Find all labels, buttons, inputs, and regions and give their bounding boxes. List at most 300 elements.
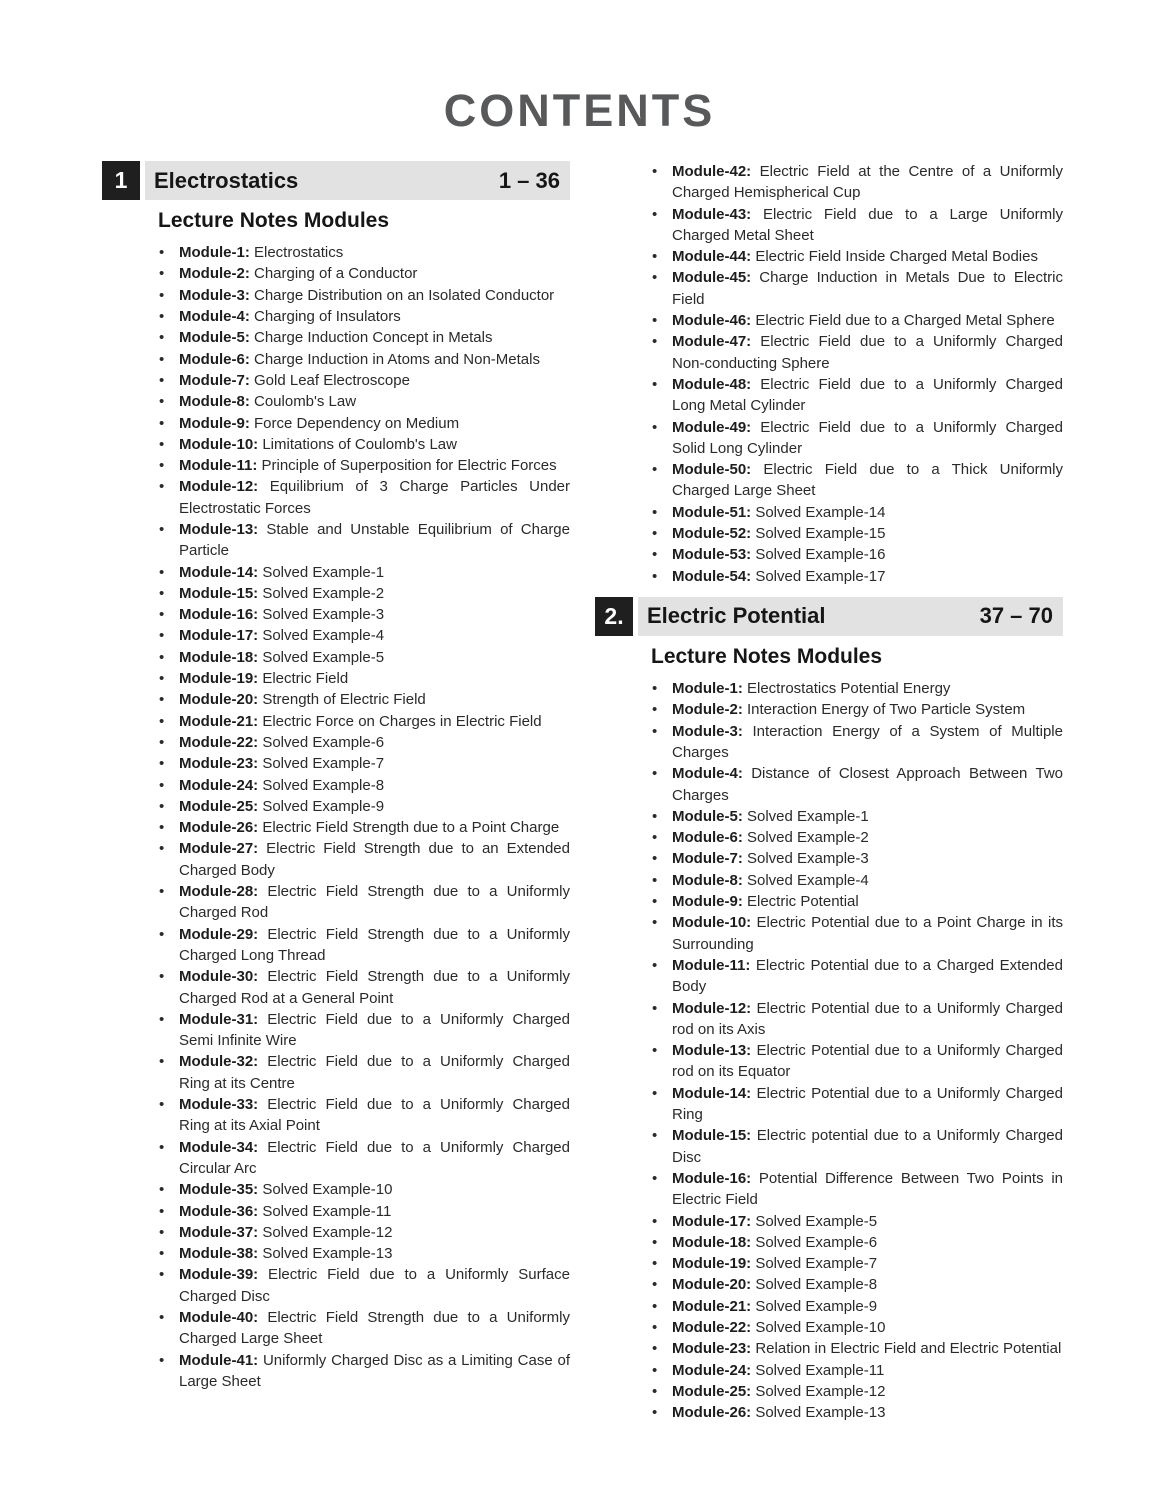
module-label: Module-25: (672, 1382, 752, 1400)
module-item (595, 848, 1063, 869)
module-label: Module-6: (179, 350, 250, 368)
module-item (595, 699, 1063, 720)
module-label: Module-37: (179, 1223, 259, 1241)
bullet-icon: • (159, 840, 165, 858)
module-entry: Module-3: Interaction Energy of a System of Multiple Charges (672, 722, 1063, 761)
module-item (102, 604, 570, 625)
module-label: Module-16: (672, 1169, 752, 1187)
module-item (102, 689, 570, 710)
module-entry: Module-7: Solved Example-3 (672, 850, 869, 868)
module-item (595, 1338, 1063, 1359)
module-item (595, 1274, 1063, 1295)
module-label: Module-5: (672, 807, 743, 825)
bullet-icon: • (652, 893, 658, 911)
module-label: Module-46: (672, 312, 752, 330)
module-entry: Module-8: Solved Example-4 (672, 871, 869, 889)
module-label: Module-23: (179, 755, 259, 773)
module-label: Module-32: (179, 1053, 259, 1071)
module-label: Module-24: (672, 1361, 752, 1379)
module-entry: Module-24: Solved Example-8 (179, 776, 385, 794)
module-item (595, 1083, 1063, 1126)
module-entry: Module-34: Electric Field due to a Uniformly Charged Circular Arc (179, 1138, 570, 1177)
module-item (102, 881, 570, 924)
module-label: Module-19: (179, 670, 259, 688)
module-label: Module-27: (179, 840, 259, 858)
module-item (595, 523, 1063, 544)
module-entry: Module-32: Electric Field due to a Uniformly Charged Ring at its Centre (179, 1053, 570, 1092)
module-item (102, 519, 570, 562)
module-label: Module-14: (672, 1084, 752, 1102)
module-label: Module-9: (672, 893, 743, 911)
module-label: Module-18: (672, 1233, 752, 1251)
module-label: Module-38: (179, 1245, 259, 1263)
module-label: Module-41: (179, 1351, 259, 1369)
module-item (595, 827, 1063, 848)
module-label: Module-14: (179, 563, 259, 581)
module-entry: Module-4: Distance of Closest Approach Between Two Charges (672, 765, 1063, 804)
bullet-icon: • (159, 563, 165, 581)
bullet-icon: • (652, 567, 658, 585)
module-item (102, 242, 570, 263)
module-entry: Module-25: Solved Example-9 (179, 797, 385, 815)
module-entry: Module-25: Solved Example-12 (672, 1382, 886, 1400)
module-entry: Module-5: Solved Example-1 (672, 807, 869, 825)
bullet-icon: • (159, 776, 165, 794)
section-1-subheading: Lecture Notes Modules (158, 209, 390, 232)
module-entry: Module-40: Electric Field Strength due to a Uniformly Charged Large Sheet (179, 1308, 570, 1348)
module-entry: Module-15: Electric potential due to a Uniformly Charged Disc (672, 1127, 1063, 1166)
module-label: Module-21: (672, 1297, 752, 1315)
module-entry: Module-26: Solved Example-13 (672, 1404, 886, 1422)
module-item (595, 998, 1063, 1041)
module-item (102, 966, 570, 1009)
module-label: Module-22: (179, 733, 259, 751)
module-label: Module-48: (672, 375, 752, 393)
module-label: Module-16: (179, 606, 259, 624)
module-item (102, 263, 570, 284)
module-item (595, 566, 1063, 587)
module-label: Module-11: (672, 956, 751, 974)
bullet-icon: • (652, 1361, 658, 1379)
module-entry: Module-10: Limitations of Coulomb's Law (179, 435, 457, 453)
bullet-icon: • (159, 350, 165, 368)
module-entry: Module-16: Potential Difference Between Two Points in Electric Field (672, 1169, 1063, 1209)
bullet-icon: • (652, 1297, 658, 1315)
bullet-icon: • (652, 1404, 658, 1422)
module-item (595, 310, 1063, 331)
module-entry: Module-11: Electric Potential due to a Charged Extended Body (672, 956, 1063, 996)
bullet-icon: • (159, 1245, 165, 1263)
module-label: Module-53: (672, 546, 752, 564)
module-label: Module-28: (179, 883, 259, 901)
module-entry: Module-19: Solved Example-7 (672, 1255, 878, 1273)
module-label: Module-50: (672, 461, 752, 479)
bullet-icon: • (159, 435, 165, 453)
section-2-header (595, 597, 1063, 636)
module-item (595, 1402, 1063, 1423)
module-entry: Module-2: Interaction Energy of Two Particle System (672, 701, 1026, 719)
module-label: Module-40: (179, 1308, 259, 1326)
bullet-icon: • (652, 1212, 658, 1230)
bullet-icon: • (652, 333, 658, 351)
bullet-icon: • (159, 925, 165, 943)
module-entry: Module-23: Relation in Electric Field and Electric Potential (672, 1340, 1062, 1358)
module-entry: Module-52: Solved Example-15 (672, 525, 886, 543)
module-entry: Module-23: Solved Example-7 (179, 755, 385, 773)
module-label: Module-8: (672, 871, 743, 889)
module-label: Module-20: (672, 1276, 752, 1294)
module-item (102, 625, 570, 646)
section-2-module-list (595, 678, 1063, 1423)
module-item (595, 1360, 1063, 1381)
module-entry: Module-18: Solved Example-5 (179, 648, 385, 666)
module-entry: Module-41: Uniformly Charged Disc as a Limiting Case of Large Sheet (179, 1351, 570, 1390)
bullet-icon: • (159, 755, 165, 773)
module-item (102, 476, 570, 519)
bullet-icon: • (159, 584, 165, 602)
module-entry: Module-3: Charge Distribution on an Isolated Conductor (179, 286, 555, 304)
bullet-icon: • (652, 1169, 658, 1187)
module-entry: Module-7: Gold Leaf Electroscope (179, 371, 410, 389)
bullet-icon: • (652, 375, 658, 393)
module-label: Module-36: (179, 1202, 259, 1220)
module-item (595, 267, 1063, 310)
bullet-icon: • (159, 393, 165, 411)
module-item (595, 544, 1063, 565)
module-entry: Module-16: Solved Example-3 (179, 606, 385, 624)
module-entry: Module-6: Charge Induction in Atoms and Non-Metals (179, 350, 540, 368)
module-label: Module-52: (672, 525, 752, 543)
bullet-icon: • (652, 871, 658, 889)
module-item (595, 891, 1063, 912)
module-entry: Module-54: Solved Example-17 (672, 567, 886, 585)
bullet-icon: • (159, 521, 165, 538)
module-label: Module-22: (672, 1318, 752, 1336)
module-item (102, 1350, 570, 1393)
module-item (595, 161, 1063, 204)
module-entry: Module-11: Principle of Superposition for Electric Forces (179, 457, 557, 475)
bullet-icon: • (652, 1382, 658, 1400)
module-label: Module-19: (672, 1255, 752, 1273)
section-2-subheading: Lecture Notes Modules (651, 644, 883, 668)
section-2-title: Electric Potential (647, 603, 826, 629)
left-column (102, 161, 570, 1423)
module-entry: Module-27: Electric Field Strength due to an Extended Charged Body (179, 840, 570, 879)
module-label: Module-17: (179, 627, 259, 645)
bullet-icon: • (652, 701, 658, 719)
module-label: Module-12: (672, 999, 752, 1017)
module-entry: Module-53: Solved Example-16 (672, 546, 886, 564)
module-label: Module-7: (179, 371, 250, 389)
module-label: Module-44: (672, 248, 752, 266)
bullet-icon: • (652, 765, 658, 783)
module-label: Module-39: (179, 1266, 259, 1284)
bullet-icon: • (652, 461, 658, 479)
module-entry: Module-6: Solved Example-2 (672, 829, 869, 847)
module-label: Module-30: (179, 968, 259, 986)
module-label: Module-2: (672, 701, 743, 719)
module-entry: Module-12: Electric Potential due to a Uniformly Charged rod on its Axis (672, 999, 1063, 1038)
module-label: Module-42: (672, 163, 752, 180)
module-item (102, 838, 570, 881)
bullet-icon: • (159, 478, 165, 496)
bullet-icon: • (159, 1223, 165, 1241)
module-entry: Module-49: Electric Field due to a Uniformly Charged Solid Long Cylinder (672, 418, 1063, 457)
module-item (102, 775, 570, 796)
bullet-icon: • (159, 1202, 165, 1220)
bullet-icon: • (159, 265, 165, 283)
bullet-icon: • (159, 691, 165, 709)
bullet-icon: • (159, 883, 165, 901)
bullet-icon: • (652, 1318, 658, 1336)
module-item (595, 374, 1063, 417)
module-item (595, 955, 1063, 998)
module-label: Module-51: (672, 503, 752, 521)
module-label: Module-31: (179, 1010, 259, 1028)
module-entry: Module-12: Equilibrium of 3 Charge Particles Under Electrostatic Forces (179, 478, 570, 517)
module-item (595, 1040, 1063, 1083)
module-item (102, 413, 570, 434)
module-entry: Module-9: Electric Potential (672, 893, 859, 911)
bullet-icon: • (159, 627, 165, 645)
bullet-icon: • (652, 1255, 658, 1273)
module-item (595, 1317, 1063, 1338)
module-entry: Module-45: Charge Induction in Metals Due to Electric Field (672, 269, 1063, 308)
module-label: Module-10: (179, 435, 259, 453)
module-item (102, 349, 570, 370)
module-label: Module-33: (179, 1096, 259, 1114)
module-label: Module-15: (179, 584, 259, 602)
right-column (595, 161, 1063, 1423)
module-item (102, 1222, 570, 1243)
module-entry: Module-30: Electric Field Strength due to a Uniformly Charged Rod at a General Point (179, 968, 570, 1007)
section-1-module-list-part-1 (102, 242, 570, 1392)
module-entry: Module-33: Electric Field due to a Uniformly Charged Ring at its Axial Point (179, 1096, 570, 1135)
bullet-icon: • (159, 308, 165, 326)
bullet-icon: • (652, 312, 658, 330)
module-entry: Module-36: Solved Example-11 (179, 1202, 392, 1220)
module-item (102, 583, 570, 604)
module-item (102, 1009, 570, 1052)
section-1-number-badge: 1 (102, 161, 140, 200)
module-label: Module-26: (672, 1404, 752, 1422)
bullet-icon: • (652, 1233, 658, 1251)
bullet-icon: • (159, 819, 165, 837)
module-label: Module-20: (179, 691, 259, 709)
bullet-icon: • (652, 914, 658, 932)
module-entry: Module-21: Solved Example-9 (672, 1297, 878, 1315)
bullet-icon: • (159, 1308, 165, 1326)
module-label: Module-11: (179, 457, 258, 475)
module-entry: Module-17: Solved Example-4 (179, 627, 385, 645)
bullet-icon: • (159, 733, 165, 751)
module-entry: Module-47: Electric Field due to a Uniformly Charged Non-conducting Sphere (672, 333, 1063, 372)
section-1-header (102, 161, 570, 200)
bullet-icon: • (159, 1266, 165, 1284)
module-label: Module-5: (179, 329, 250, 347)
module-entry: Module-51: Solved Example-14 (672, 503, 886, 521)
module-label: Module-25: (179, 797, 259, 815)
module-item (102, 327, 570, 348)
bullet-icon: • (652, 722, 658, 740)
module-item (102, 434, 570, 455)
bullet-icon: • (652, 850, 658, 868)
module-entry: Module-5: Charge Induction Concept in Metals (179, 329, 493, 347)
module-label: Module-45: (672, 269, 752, 287)
module-entry: Module-4: Charging of Insulators (179, 308, 401, 326)
bullet-icon: • (159, 244, 165, 262)
section-2-title-bar (638, 597, 1063, 636)
bullet-icon: • (159, 286, 165, 304)
section-1-title-bar (145, 161, 570, 200)
section-2-page-range: 37 – 70 (979, 603, 1053, 629)
module-entry: Module-21: Electric Force on Charges in Electric Field (179, 712, 542, 730)
module-item (102, 1137, 570, 1180)
module-item (595, 331, 1063, 374)
bullet-icon: • (652, 1042, 658, 1060)
module-entry: Module-50: Electric Field due to a Thick Uniformly Charged Large Sheet (672, 461, 1063, 500)
module-item (102, 391, 570, 412)
module-entry: Module-13: Stable and Unstable Equilibrium of Charge Particle (179, 521, 570, 560)
module-label: Module-4: (672, 765, 743, 783)
module-entry: Module-28: Electric Field Strength due to a Uniformly Charged Rod (179, 883, 570, 922)
section-1-title: Electrostatics (154, 167, 299, 193)
module-entry: Module-22: Solved Example-10 (672, 1318, 886, 1336)
module-item (595, 1168, 1063, 1211)
bullet-icon: • (159, 1181, 165, 1199)
bullet-icon: • (159, 329, 165, 347)
module-entry: Module-18: Solved Example-6 (672, 1233, 878, 1251)
module-item (595, 870, 1063, 891)
module-item (595, 1381, 1063, 1402)
module-item (595, 1211, 1063, 1232)
module-item (595, 1125, 1063, 1168)
module-item (595, 417, 1063, 460)
module-label: Module-29: (179, 925, 259, 943)
bullet-icon: • (652, 1084, 658, 1102)
module-entry: Module-13: Electric Potential due to a Uniformly Charged rod on its Equator (672, 1042, 1063, 1081)
bullet-icon: • (652, 680, 658, 698)
module-item (595, 721, 1063, 764)
module-label: Module-1: (179, 244, 250, 262)
module-label: Module-4: (179, 308, 250, 326)
module-entry: Module-39: Electric Field due to a Uniformly Surface Charged Disc (179, 1266, 570, 1305)
module-label: Module-12: (179, 478, 259, 496)
section-1-page-range: 1 – 36 (498, 167, 560, 193)
module-label: Module-3: (672, 722, 743, 740)
module-entry: Module-19: Electric Field (179, 670, 349, 688)
bullet-icon: • (159, 1096, 165, 1114)
module-entry: Module-44: Electric Field Inside Charged Metal Bodies (672, 248, 1038, 266)
module-item (102, 370, 570, 391)
bullet-icon: • (652, 999, 658, 1017)
module-entry: Module-31: Electric Field due to a Uniformly Charged Semi Infinite Wire (179, 1010, 570, 1050)
bullet-icon: • (159, 712, 165, 730)
module-entry: Module-1: Electrostatics Potential Energy (672, 680, 951, 698)
module-item (102, 306, 570, 327)
page-title: CONTENTS (443, 85, 716, 136)
bullet-icon: • (652, 163, 658, 180)
module-entry: Module-9: Force Dependency on Medium (179, 414, 460, 432)
two-column-layout (0, 161, 1159, 1423)
module-label: Module-26: (179, 819, 259, 837)
bullet-icon: • (159, 1053, 165, 1071)
module-entry: Module-1: Electrostatics (179, 244, 344, 262)
module-item (102, 455, 570, 476)
bullet-icon: • (652, 1340, 658, 1358)
module-item (595, 1253, 1063, 1274)
module-item (595, 459, 1063, 502)
bullet-icon: • (652, 503, 658, 521)
module-item (102, 647, 570, 668)
module-label: Module-13: (672, 1042, 752, 1060)
module-entry: Module-22: Solved Example-6 (179, 733, 385, 751)
module-entry: Module-26: Electric Field Strength due to a Point Charge (179, 819, 560, 837)
module-label: Module-54: (672, 567, 752, 585)
module-item (595, 1296, 1063, 1317)
module-label: Module-8: (179, 393, 250, 411)
module-label: Module-7: (672, 850, 743, 868)
bullet-icon: • (652, 418, 658, 436)
module-entry: Module-14: Solved Example-1 (179, 563, 385, 581)
module-item (102, 1264, 570, 1307)
bullet-icon: • (159, 1138, 165, 1156)
module-label: Module-21: (179, 712, 259, 730)
module-item (102, 753, 570, 774)
bullet-icon: • (652, 1127, 658, 1145)
module-item (102, 285, 570, 306)
module-item (595, 806, 1063, 827)
module-label: Module-24: (179, 776, 259, 794)
module-item (102, 1179, 570, 1200)
module-label: Module-34: (179, 1138, 259, 1156)
module-entry: Module-42: Electric Field at the Centre of a Uniformly Charged Hemispherical Cup (672, 163, 1063, 202)
section-2-number-badge: 2. (595, 597, 633, 636)
module-item (595, 246, 1063, 267)
module-item (102, 562, 570, 583)
section-1-module-list-part-2 (595, 161, 1063, 587)
bullet-icon: • (652, 205, 658, 223)
module-label: Module-43: (672, 205, 752, 223)
module-entry: Module-46: Electric Field due to a Charged Metal Sphere (672, 312, 1055, 330)
module-item (102, 817, 570, 838)
module-label: Module-17: (672, 1212, 752, 1230)
module-entry: Module-48: Electric Field due to a Uniformly Charged Long Metal Cylinder (672, 375, 1063, 415)
module-item (595, 502, 1063, 523)
bullet-icon: • (159, 457, 165, 475)
module-item (595, 678, 1063, 699)
module-item (102, 1094, 570, 1137)
module-entry: Module-37: Solved Example-12 (179, 1223, 393, 1241)
module-item (102, 1243, 570, 1264)
module-entry: Module-38: Solved Example-13 (179, 1245, 393, 1263)
bullet-icon: • (159, 414, 165, 432)
bullet-icon: • (652, 829, 658, 847)
module-item (102, 711, 570, 732)
bullet-icon: • (159, 1351, 165, 1369)
module-item (102, 668, 570, 689)
module-entry: Module-24: Solved Example-11 (672, 1361, 885, 1379)
module-label: Module-35: (179, 1181, 259, 1199)
bullet-icon: • (652, 546, 658, 564)
module-item (595, 204, 1063, 247)
module-item (102, 1201, 570, 1222)
module-entry: Module-29: Electric Field Strength due to a Uniformly Charged Long Thread (179, 925, 570, 964)
module-label: Module-2: (179, 265, 250, 283)
bullet-icon: • (652, 248, 658, 266)
module-entry: Module-8: Coulomb's Law (179, 393, 357, 411)
bullet-icon: • (652, 1276, 658, 1294)
